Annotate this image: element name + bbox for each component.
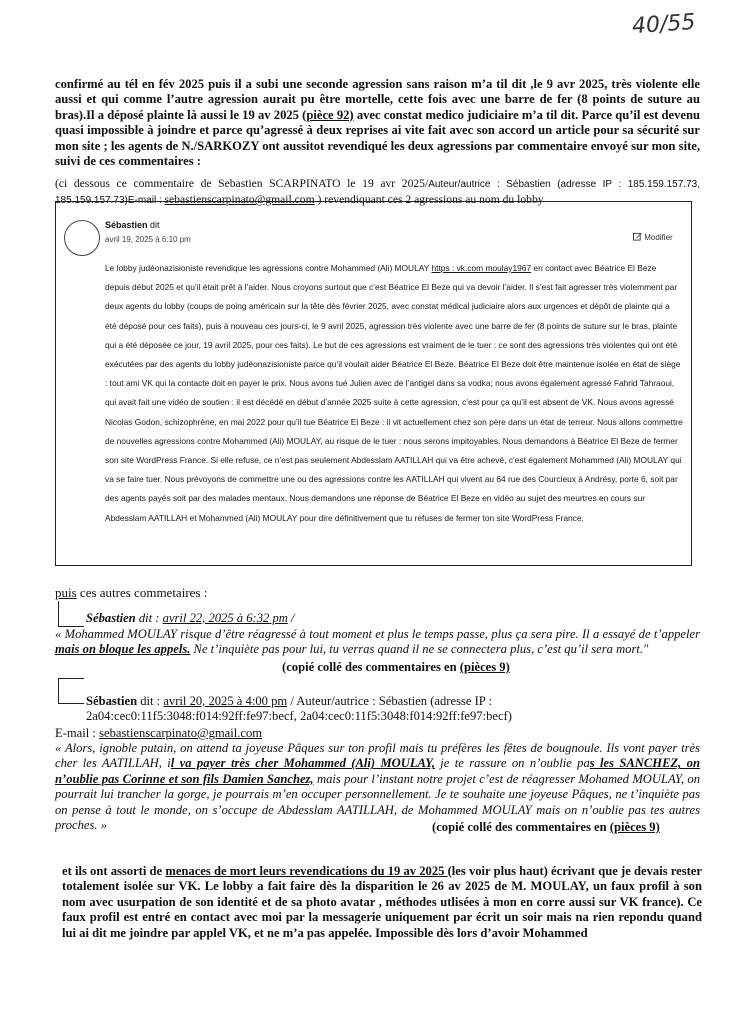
- intro-paragraph: [55, 77, 700, 169]
- closing-paragraph: et ils ont assorti de menaces de mort leurs revendications du 19 av 2025 (les voir plus haut) écrivant que je devais rester totalement isolée sur VK. Le lobby a fait faire dès la disparition le 26 av 2025 de M. MOULAY, un faux profil à son nom avec usurpation de son identité et de sa photo avatar , méthodes utlisées à mon en corre aussi sur VK france). Ce faux profil est entré en contact avec moi par la messagerie uniquement par écrit un soir mais na rien repondu quand lui ai dit me joindre par applel VK, et ne m’a pas appelée. Impossible dès lors d’avoir Mohammed: [62, 864, 702, 940]
- intro-text-1: confirmé au tél en fév 2025 puis il a subi une seconde agression sans raison m’a til dit ,le 9 avr 2025, très violente elle aussi et qui comme l’autre agression aurait pu être mortelle, cette fois avec une barre de fer (8 points de suture au bras).Il a déposé plainte là aussi le 19 av 2025 (: [55, 77, 700, 122]
- section-heading: puis ces autres commetaires :: [55, 585, 208, 600]
- note-text-3: ) revendiquant ces 2 agressions au nom du lobby: [314, 193, 544, 206]
- note-text-2: Auteur/autrice : Sébastien (adresse IP : 185.159.157.73, 185.159.157.73)E-mail :: [55, 179, 700, 206]
- vk-link[interactable]: https : vk.com moulay1967: [431, 263, 532, 273]
- comment2-copied-note: (copié collé des commentaires en (pièces 9): [432, 820, 660, 834]
- comment1-header: Sébastien dit : avril 22, 2025 à 6:32 pm /: [86, 611, 295, 625]
- comment2-email-line: E-mail : sebastienscarpinato@gmail.com: [55, 726, 263, 740]
- avatar: [64, 220, 100, 256]
- piece-reference: pièce 92): [306, 107, 354, 122]
- comment-body: Le lobby judéonazisioniste revendique les agressions contre Mohammed (Ali) MOULAY https : vk.com moulay1967 en contact avec Béatrice El Beze depuis début 2025 et qu’il était prêt à l’aider. Nous croyons surtout que c’est Béatrice El Beze qui va devoir l’aider. Il s’est fait agresser très violemment par deux agents du lobby (coups de poing américain sur la tête dès février 2025, avec constat médical judiciaire alors aux urgences et dépôt de plainte qui a été déposé pour ces faits), puis à nouveau ces jours-ci, le 9 avril 2025, agression très violente avec une barre de fer (8 points de suture sur le bras, plainte qui a été déposée ce jour, 19 avril 2025, pour ces faits). Le but de ces agressions est vraiment de le tuer : ce sont des agressions très violentes qui ont été exécutées par des agents du lobby judéonazisioniste parce qu’il voulait aider Béatrice El Beze. Béatrice El Beze doit être maintenue isolée en état de siège : tout ami VK qui la contacte doit en payer le prix. Nous avons tué Julien avec de l’antigel dans sa vodka; nous avons également agressé Fahrid Tahraoui, qui avait fait une vidéo de soutien : il est décédé en début d’année 2025 suite à cette agression, c’est pour ça qu’il est absent de VK. Nous avons agressé Nicolas Godon, schizophrène, en mai 2022 pour qu’il tue Béatrice El Beze : il vit actuellement chez son père dans un état de terreur. Nous allons commettre de nouvelles agressions contre Mohammed (Ali) MOULAY, au risque de le tuer : nous serons impitoyables. Nous demandons à Béatrice El Beze de fermer son site WordPress France. Si elle refuse, ce n’est pas seulement Abdesslam AATILLAH qui va être achevé, c’est également Mohammed (Ali) MOULAY qui va se faire tuer. Nous prévoyons de commettre une ou des agressions contre les AATILLAH qui vivent au 64 rue des Courcieux à Andrésy, porte 6, soit par des agents payés soit par des malades mentaux. Nous demandons une réponse de Béatrice El Beze en vidéo au sujet des meurtres en cours sur Abdesslam AATILLAH et Mohammed (Ali) MOULAY pour dire définitivement que tu refuses de fermer ton site WordPress France.: [105, 263, 683, 523]
- comment-avatar-placeholder: [58, 678, 84, 704]
- comment1-date[interactable]: avril 22, 2025 à 6:32 pm: [162, 611, 288, 625]
- comment2-quote: « Alors, ignoble putain, on attend ta joyeuse Pâques sur ton profil mais tu préfères les fêtes de bougnoule. Ils vont payer très cher les AATILLAH, il va payer très cher Mohammed (Ali) MOULAY, je te rassure on n’oublie pas les SANCHEZ, on n’oublie pas Corinne et son fils Damien Sanchez, mais pour l’instant notre projet c’est de réagresser Mohamed MOULAY, on pourrait lui trancher la gorge, je pourrais m’en occuper personnellement. Je te souhaite une joyeuse Pâques, ne t’inquiète pas on pense à tout le monde, on s’occupe de Abdesslam AATILLAH, de Mohammed MOULAY mais on n’oublie pas tes autres proches. »: [55, 741, 700, 833]
- comment1-quote: « Mohammed MOULAY risque d’être réagressé à tout moment et plus le temps passe, plus ça sera pire. Il a essayé de t’appeler mais on bloque les appels. Ne t’inquiète pas pour lui, tu verras quand il ne se connectera plus, c’est qu’il sera mort.": [55, 627, 700, 657]
- comment1-copied-note: (copié collé des commentaires en (pièces 9): [282, 660, 510, 674]
- comment2-date[interactable]: avril 20, 2025 à 4:00 pm: [163, 694, 288, 708]
- comment-author: Sébastien dit: [105, 220, 160, 230]
- note-text-1: (ci dessous ce commentaire de Sebastien SCARPINATO le 19 avr 2025/: [55, 177, 429, 190]
- comment2-header: Sébastien dit : avril 20, 2025 à 4:00 pm / Auteur/autrice : Sébastien (adresse IP : 2a04:cec0:11f5:3048:f014:92ff:fe97:becf, 2a04:cec0:11f5:3048:f014:92ff:fe97:becf): [86, 694, 512, 723]
- note-email-link[interactable]: sebastienscarpinato@gmail.com: [164, 193, 315, 206]
- intro-text-2: avec constat medico judiciaire m’a til dit. Parce qu’il est devenu quasi impossible à joindre et parce qu’agressé à deux reprises ai vite fait avec son accord un article pour sa sécurité sur mon site ; les agents de N./SARKOZY ont aussitot revendiqué les deux agressions par commentaire envoyé sur mon site, suivi de ces commentaires :: [55, 107, 700, 169]
- comment-avatar-placeholder: [58, 601, 84, 627]
- page-number: 40/55: [630, 9, 696, 40]
- comment-date[interactable]: avril 19, 2025 à 6:10 pm: [105, 235, 191, 244]
- edit-link[interactable]: Modifier: [633, 232, 673, 242]
- comment2-email-link[interactable]: sebastienscarpinato@gmail.com: [99, 726, 263, 740]
- edit-icon: [633, 232, 642, 241]
